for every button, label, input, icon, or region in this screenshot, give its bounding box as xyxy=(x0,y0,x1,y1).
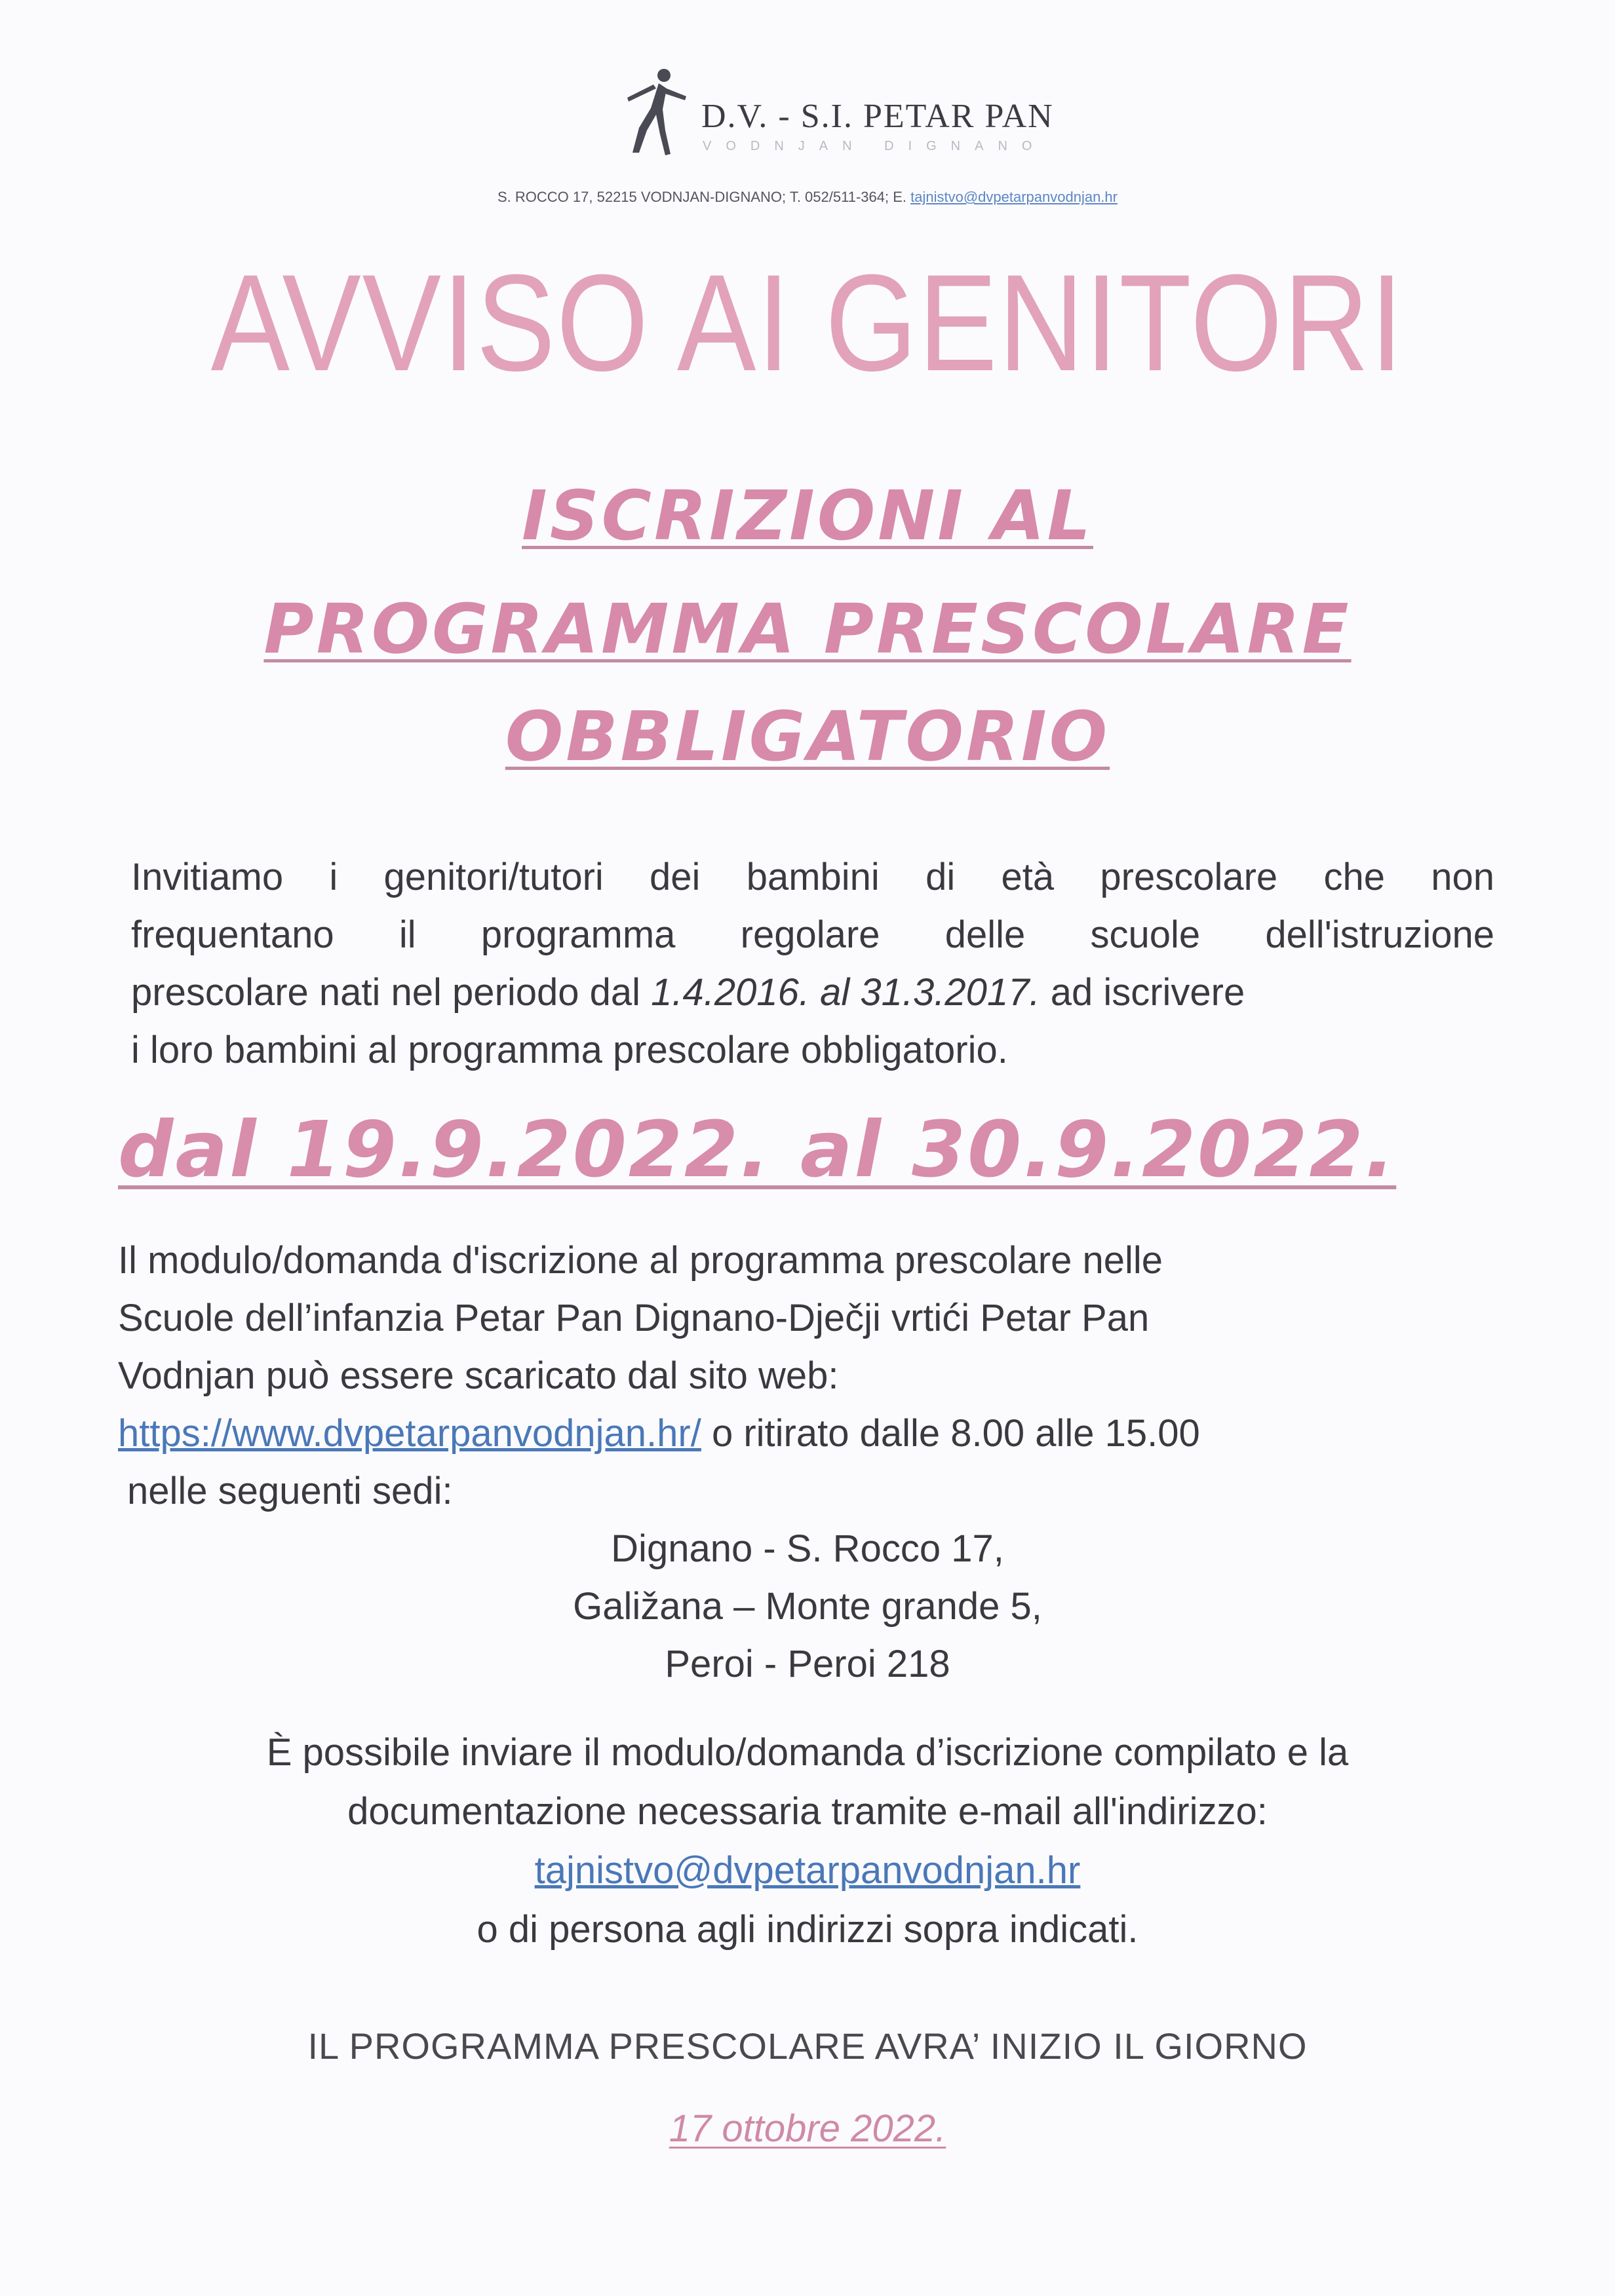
contact-email-link[interactable]: tajnistvo@dvpetarpanvodnjan.hr xyxy=(910,189,1118,205)
form-line-5: nelle seguenti sedi: xyxy=(127,1470,453,1512)
form-line-3: Vodnjan può essere scaricato dal sito web: xyxy=(118,1354,839,1397)
form-info-paragraph xyxy=(118,1232,1508,1520)
org-name: D.V. - S.I. PETAR PAN xyxy=(701,98,1054,135)
subtitle-line-3: OBBLIGATORIO xyxy=(505,697,1110,776)
intro-line-3 xyxy=(131,964,1494,1022)
intro-line-3-end: ad iscrivere xyxy=(1040,971,1245,1014)
contact-line xyxy=(0,189,1615,206)
submission-line-1: È possibile inviare il modulo/domanda d’iscrizione compilato e la xyxy=(266,1731,1349,1774)
form-line-2: Scuole dell’infanzia Petar Pan Dignano-Dječji vrtići Petar Pan xyxy=(118,1297,1150,1339)
location-item: Dignano - S. Rocco 17, xyxy=(611,1527,1004,1570)
submission-paragraph xyxy=(0,1723,1615,1959)
intro-line-2: frequentano il programma regolare delle scuole dell'istruzione xyxy=(131,913,1494,956)
form-line-4-rest: o ritirato dalle 8.00 alle 15.00 xyxy=(701,1412,1200,1455)
program-start-date: 17 ottobre 2022. xyxy=(669,2107,946,2150)
form-line-1: Il modulo/domanda d'iscrizione al programma prescolare nelle xyxy=(118,1239,1163,1282)
intro-line-4: i loro bambini al programma prescolare obbligatorio. xyxy=(131,1029,1008,1071)
location-item: Peroi - Peroi 218 xyxy=(665,1643,950,1685)
intro-paragraph xyxy=(131,849,1494,1079)
website-link[interactable]: https://www.dvpetarpanvodnjan.hr/ xyxy=(118,1412,701,1455)
form-line-4 xyxy=(118,1405,1508,1463)
submission-line-4: o di persona agli indirizzi sopra indicati. xyxy=(477,1908,1138,1951)
subtitle-line-1: ISCRIZIONI AL xyxy=(522,476,1093,556)
subtitle-line-2: PROGRAMMA PRESCOLARE xyxy=(263,589,1352,669)
submission-line-3 xyxy=(0,1841,1615,1900)
location-item: Galižana – Monte grande 5, xyxy=(573,1585,1042,1628)
enrollment-period: dal 19.9.2022. al 30.9.2022. xyxy=(118,1104,1397,1195)
dancing-figure-icon xyxy=(613,62,698,161)
submission-email-link[interactable]: tajnistvo@dvpetarpanvodnjan.hr xyxy=(534,1849,1081,1892)
intro-line-3-start: prescolare nati nel periodo dal xyxy=(131,971,652,1014)
intro-line-1: Invitiamo i genitori/tutori dei bambini di età prescolare che non xyxy=(131,856,1494,898)
birth-date-range: 1.4.2016. al 31.3.2017. xyxy=(651,971,1040,1014)
program-start-label: IL PROGRAMMA PRESCOLARE AVRA’ INIZIO IL GIORNO xyxy=(307,2025,1308,2067)
submission-line-2: documentazione necessaria tramite e-mail all'indirizzo: xyxy=(347,1790,1268,1833)
org-subtitle: VODNJAN DIGNANO xyxy=(703,139,1047,153)
locations-list xyxy=(0,1520,1615,1693)
contact-address: S. ROCCO 17, 52215 VODNJAN-DIGNANO; T. 052/511-364; E. xyxy=(497,189,911,205)
page-title: AVVISO AI GENITORI xyxy=(210,246,1405,400)
